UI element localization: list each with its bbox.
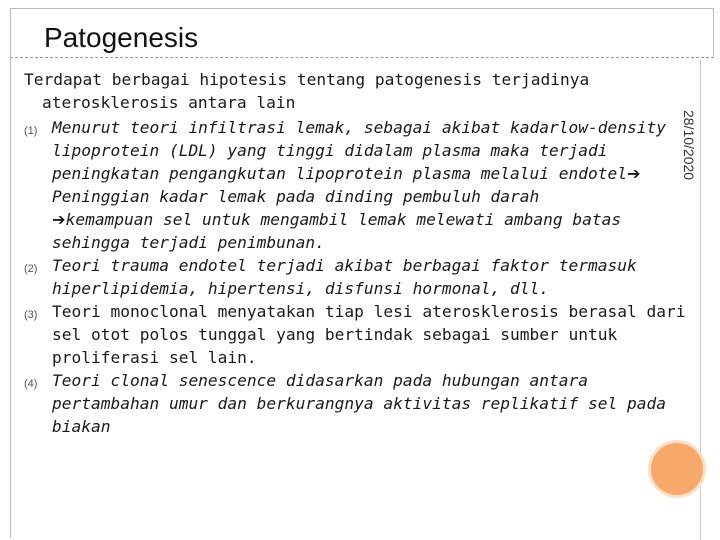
item-2-text: Teori trauma endotel terjadi akibat berbagai faktor termasuk hiperlipidemia, hipertensi, disfunsi hormonal, dll.	[52, 256, 637, 298]
item-1-text-c: kemampuan sel untuk mengambil lemak melewati ambang batas sehingga terjadi penimbunan.	[52, 210, 622, 252]
item-1-text-a: Menurut teori infiltrasi lemak, sebagai akibat kadarlow-density lipoprotein (LDL) yang tinggi didalam plasma maka terjadi peningkatan pengangkutan lipoprotein plasma melalui endotel	[52, 118, 666, 183]
item-1-text-b: Peninggian kadar lemak pada dinding pembuluh darah	[52, 187, 540, 206]
arrow-right-icon: ➔	[52, 210, 66, 229]
list-item-3	[24, 300, 692, 369]
intro-paragraph	[24, 68, 692, 114]
slide-body	[24, 68, 692, 438]
list-item-1	[24, 116, 692, 254]
slide-date: 28/10/2020	[681, 110, 697, 181]
list-item-4	[24, 369, 692, 438]
item-4-text: Teori clonal senescence didasarkan pada hubungan antara pertambahan umur dan berkurangnya aktivitas replikatif sel pada biakan	[52, 371, 666, 436]
list-number: (4)	[24, 378, 38, 390]
frame-left-border	[10, 58, 11, 538]
arrow-right-icon: ➔	[627, 164, 641, 183]
list-number: (2)	[24, 263, 38, 275]
decorative-circle	[648, 440, 706, 498]
intro-line-1: Terdapat berbagai hipotesis tentang patogenesis terjadinya	[24, 70, 590, 89]
item-3-text: Teori monoclonal menyatakan tiap lesi aterosklerosis berasal dari sel otot polos tunggal yang bertindak sebagai sumber untuk proliferasi sel lain.	[52, 302, 686, 367]
list-number: (3)	[24, 309, 38, 321]
list-item-2	[24, 254, 692, 300]
list-number: (1)	[24, 125, 38, 137]
slide-title: Patogenesis	[44, 22, 199, 53]
intro-line-2: aterosklerosis antara lain	[42, 93, 296, 112]
